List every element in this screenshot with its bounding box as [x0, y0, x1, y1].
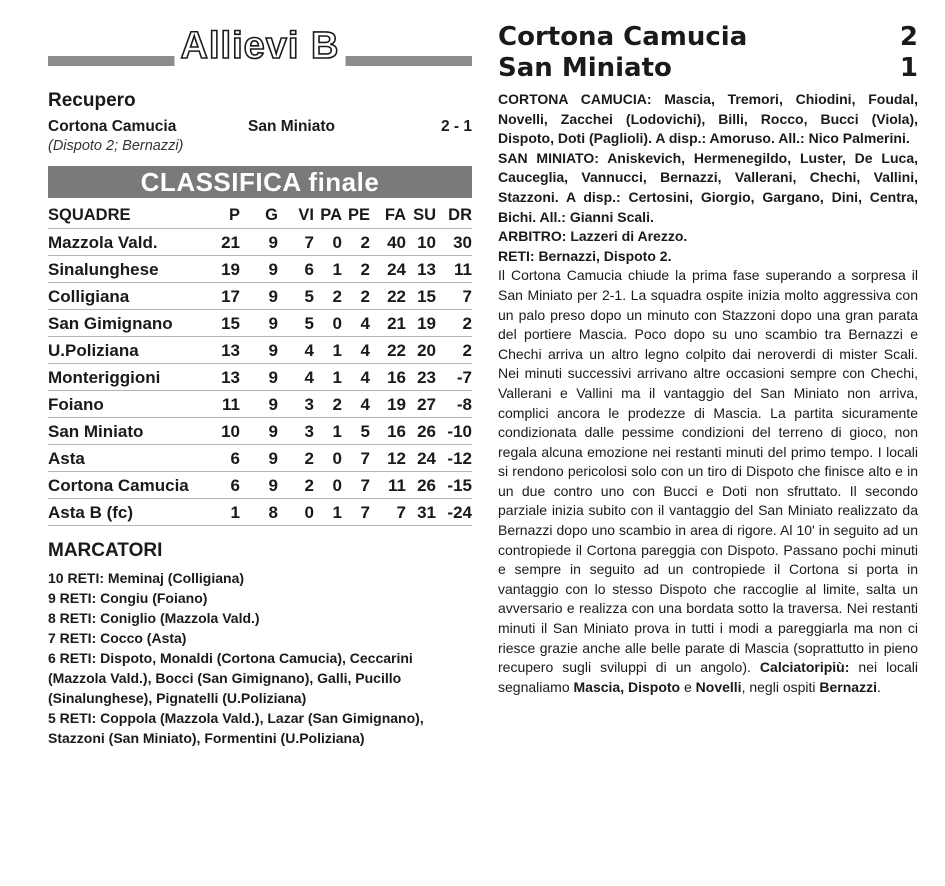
- report-body: [498, 266, 918, 697]
- report-text: Il Cortona Camucia chiude la prima fase superando a sorpresa il San Miniato per 2-1. La squadra ospite inizia molto aggressiva con un palo preso dopo un minuto con Stazzoni dopo una gran parata del portiere Mascia. Poco dopo su uno scambio tra Bernazzi e Chechi arriva un altro legno colpito dai neroverdi di mister Scali. Nei minuti successivi arrivano altre occasioni sempre con Chechi, Vallerani e Vallini ma il vantaggio del San Miniato non arriva, complici ancora le prodezze di Mascia. La partita sicuramente condizionata dalle pessime condizioni del terreno di gioco, non regala alcuna emozione nei restanti minuti del primo tempo. I locali si rendono pericolosi solo con un tiro di Dispoto che finisce alto e in un due contro uno con Bucci e Doti non sfruttato. Il secondo parziale inizia subito con il vantaggio del San Miniato realizzato da Bernazzi dopo uno scambio in area di rigore. Al 10' in seguito ad un contropiede il Cortona pareggia con Dispoto. Passano pochi minuti e sempre in seguito ad un contropiede il Cortona si porta in vantaggio con lo stesso Dispoto che raccoglie al limite, salta un avversario e realizza con una bordata sotto la traversa. Nei restanti minuti il San Miniato prova in tutti i modi a pareggiarla ma non ci riesce grazie anche alle belle parate di Mascia (soprattutto in pieno recupero sugli sviluppi di un angolo).: [498, 267, 918, 676]
- cell-g: 9: [240, 418, 278, 445]
- match-home-team: Cortona Camucia: [498, 22, 748, 52]
- cell-vi: 2: [278, 445, 314, 472]
- cell-fa: 11: [370, 472, 406, 499]
- match-away-score: 1: [899, 53, 918, 83]
- cell-fa: 19: [370, 391, 406, 418]
- cell-fa: 7: [370, 499, 406, 526]
- cell-pa: 1: [314, 256, 342, 283]
- scorers-list: [48, 568, 472, 748]
- cell-dr: -12: [436, 445, 472, 472]
- cell-dr: 11: [436, 256, 472, 283]
- match-away-team: San Miniato: [498, 53, 672, 83]
- cell-pe: 4: [342, 391, 370, 418]
- cell-g: 9: [240, 364, 278, 391]
- goals: RETI: Bernazzi, Dispoto 2.: [498, 247, 672, 264]
- cell-p: 17: [208, 283, 240, 310]
- scorer-line: 5 RETI: Coppola (Mazzola Vald.), Lazar (San Gimignano), Stazzoni (San Miniato), Formentini (U.Poliziana): [48, 710, 424, 746]
- cell-pe: 7: [342, 445, 370, 472]
- match-report-column: [498, 22, 918, 697]
- cell-fa: 22: [370, 283, 406, 310]
- cell-g: 9: [240, 337, 278, 364]
- cell-pe: 7: [342, 472, 370, 499]
- report-label: Calciatoripiù:: [759, 659, 850, 676]
- cell-g: 9: [240, 229, 278, 256]
- cell-vi: 4: [278, 337, 314, 364]
- cell-pa: 0: [314, 445, 342, 472]
- cell-pa: 2: [314, 391, 342, 418]
- cell-pe: 2: [342, 229, 370, 256]
- cell-dr: 2: [436, 337, 472, 364]
- recupero-heading: Recupero: [48, 90, 136, 111]
- header-su: SU: [406, 202, 436, 229]
- cell-p: 11: [208, 391, 240, 418]
- cell-fa: 24: [370, 256, 406, 283]
- cell-g: 9: [240, 310, 278, 337]
- header-vi: VI: [278, 202, 314, 229]
- table-row: [48, 283, 472, 310]
- cell-su: 23: [406, 364, 436, 391]
- cell-pa: 1: [314, 418, 342, 445]
- cell-p: 13: [208, 364, 240, 391]
- standings-header-row: [48, 202, 472, 229]
- report-mid: nei locali segnaliamo: [498, 659, 919, 695]
- header-p: P: [208, 202, 240, 229]
- header-dr: DR: [436, 202, 472, 229]
- header-pa: PA: [314, 202, 342, 229]
- cell-g: 9: [240, 391, 278, 418]
- standings-column: [48, 22, 472, 748]
- header-g: G: [240, 202, 278, 229]
- cell-dr: -24: [436, 499, 472, 526]
- cell-fa: 22: [370, 337, 406, 364]
- cell-vi: 6: [278, 256, 314, 283]
- header-pe: PE: [342, 202, 370, 229]
- cell-g: 9: [240, 445, 278, 472]
- team-name: Cortona Camucia: [48, 472, 208, 499]
- cell-fa: 40: [370, 229, 406, 256]
- cell-su: 10: [406, 229, 436, 256]
- cell-p: 21: [208, 229, 240, 256]
- table-row: [48, 256, 472, 283]
- cell-dr: 2: [436, 310, 472, 337]
- report-and: e: [683, 678, 692, 695]
- cell-g: 9: [240, 283, 278, 310]
- cell-pe: 4: [342, 310, 370, 337]
- report-name-guest: Bernazzi: [819, 678, 877, 695]
- cell-vi: 5: [278, 310, 314, 337]
- cell-pa: 1: [314, 337, 342, 364]
- scorer-line: 7 RETI: Cocco (Asta): [48, 630, 187, 646]
- cell-vi: 7: [278, 229, 314, 256]
- cell-p: 6: [208, 445, 240, 472]
- cell-su: 26: [406, 472, 436, 499]
- scorer-line: 6 RETI: Dispoto, Monaldi (Cortona Camucia), Ceccarini (Mazzola Vald.), Bocci (San Gimignano), Galli, Pucillo (Sinalunghese), Pignatelli (U.Poliziana): [48, 650, 413, 706]
- cell-fa: 12: [370, 445, 406, 472]
- cell-g: 8: [240, 499, 278, 526]
- table-row: [48, 499, 472, 526]
- team-name: San Gimignano: [48, 310, 208, 337]
- cell-dr: 7: [436, 283, 472, 310]
- cell-su: 13: [406, 256, 436, 283]
- team-name: Mazzola Vald.: [48, 229, 208, 256]
- cell-p: 15: [208, 310, 240, 337]
- team-name: San Miniato: [48, 418, 208, 445]
- cell-pa: 0: [314, 472, 342, 499]
- cell-pa: 1: [314, 364, 342, 391]
- cell-pe: 4: [342, 337, 370, 364]
- cell-vi: 2: [278, 472, 314, 499]
- cell-pa: 2: [314, 283, 342, 310]
- team-name: U.Poliziana: [48, 337, 208, 364]
- cell-fa: 16: [370, 364, 406, 391]
- section-header: [48, 22, 472, 72]
- cell-dr: -10: [436, 418, 472, 445]
- report-name-last: Novelli: [695, 678, 742, 695]
- cell-p: 19: [208, 256, 240, 283]
- team-name: Sinalunghese: [48, 256, 208, 283]
- match-home-row: [498, 22, 918, 53]
- cell-pa: 0: [314, 310, 342, 337]
- team-name: Asta: [48, 445, 208, 472]
- header-squadre: SQUADRE: [48, 202, 208, 229]
- cell-fa: 21: [370, 310, 406, 337]
- standings-table: [48, 202, 472, 526]
- cell-su: 15: [406, 283, 436, 310]
- cell-pe: 7: [342, 499, 370, 526]
- cell-dr: 30: [436, 229, 472, 256]
- table-row: [48, 418, 472, 445]
- cell-su: 26: [406, 418, 436, 445]
- cell-dr: -15: [436, 472, 472, 499]
- cell-su: 20: [406, 337, 436, 364]
- lineup-away: SAN MINIATO: Aniskevich, Hermenegildo, Luster, De Luca, Cauceglia, Vannucci, Bernazzi, Vallerani, Chechi, Vallini, Stazzoni. A disp.: Certosini, Giorgio, Gargano, Dini, Centra, Bichi. All.: Gianni Scali.: [498, 149, 918, 225]
- header-fa: FA: [370, 202, 406, 229]
- cell-p: 10: [208, 418, 240, 445]
- report-end: .: [876, 678, 881, 695]
- cell-vi: 3: [278, 391, 314, 418]
- cell-p: 13: [208, 337, 240, 364]
- table-row: [48, 337, 472, 364]
- match-home-score: 2: [899, 22, 918, 52]
- scorer-line: 10 RETI: Meminaj (Colligiana): [48, 570, 245, 586]
- scorer-line: 9 RETI: Congiu (Foiano): [48, 590, 208, 606]
- table-row: [48, 391, 472, 418]
- lineup-home: CORTONA CAMUCIA: Mascia, Tremori, Chiodini, Foudal, Novelli, Zacchei (Lodovichi), Billi, Rocco, Bucci (Viola), Dispoto, Doti (Paglioli). A disp.: Amoruso. All.: Nico Palmerini.: [498, 91, 918, 147]
- team-name: Monteriggioni: [48, 364, 208, 391]
- cell-pa: 0: [314, 229, 342, 256]
- recupero-score: 2 - 1: [440, 118, 472, 135]
- cell-pe: 2: [342, 283, 370, 310]
- cell-vi: 0: [278, 499, 314, 526]
- team-name: Asta B (fc): [48, 499, 208, 526]
- recupero-away-team: San Miniato: [248, 118, 335, 135]
- cell-g: 9: [240, 256, 278, 283]
- table-row: [48, 472, 472, 499]
- cell-p: 1: [208, 499, 240, 526]
- table-row: [48, 229, 472, 256]
- team-name: Colligiana: [48, 283, 208, 310]
- table-row: [48, 364, 472, 391]
- cell-su: 19: [406, 310, 436, 337]
- cell-vi: 5: [278, 283, 314, 310]
- table-row: [48, 310, 472, 337]
- section-title: Allievi B: [175, 24, 346, 68]
- cell-fa: 16: [370, 418, 406, 445]
- cell-p: 6: [208, 472, 240, 499]
- recupero-home-team: Cortona Camucia: [48, 118, 177, 135]
- match-report: [498, 90, 918, 697]
- referee: ARBITRO: Lazzeri di Arezzo.: [498, 228, 688, 245]
- cell-pe: 4: [342, 364, 370, 391]
- team-name: Foiano: [48, 391, 208, 418]
- recupero-scorers-note: (Dispoto 2; Bernazzi): [48, 138, 184, 154]
- cell-dr: -7: [436, 364, 472, 391]
- cell-g: 9: [240, 472, 278, 499]
- recupero-result: [48, 118, 472, 136]
- marcatori-heading: MARCATORI: [48, 540, 163, 561]
- cell-dr: -8: [436, 391, 472, 418]
- scorer-line: 8 RETI: Coniglio (Mazzola Vald.): [48, 610, 260, 626]
- cell-pe: 5: [342, 418, 370, 445]
- cell-su: 24: [406, 445, 436, 472]
- cell-pe: 2: [342, 256, 370, 283]
- table-row: [48, 445, 472, 472]
- report-guests: , negli ospiti: [741, 678, 816, 695]
- report-names-home: Mascia, Dispoto: [573, 678, 681, 695]
- match-away-row: [498, 53, 918, 84]
- cell-vi: 3: [278, 418, 314, 445]
- cell-su: 27: [406, 391, 436, 418]
- cell-vi: 4: [278, 364, 314, 391]
- cell-pa: 1: [314, 499, 342, 526]
- classifica-title: CLASSIFICA finale: [48, 166, 472, 198]
- cell-su: 31: [406, 499, 436, 526]
